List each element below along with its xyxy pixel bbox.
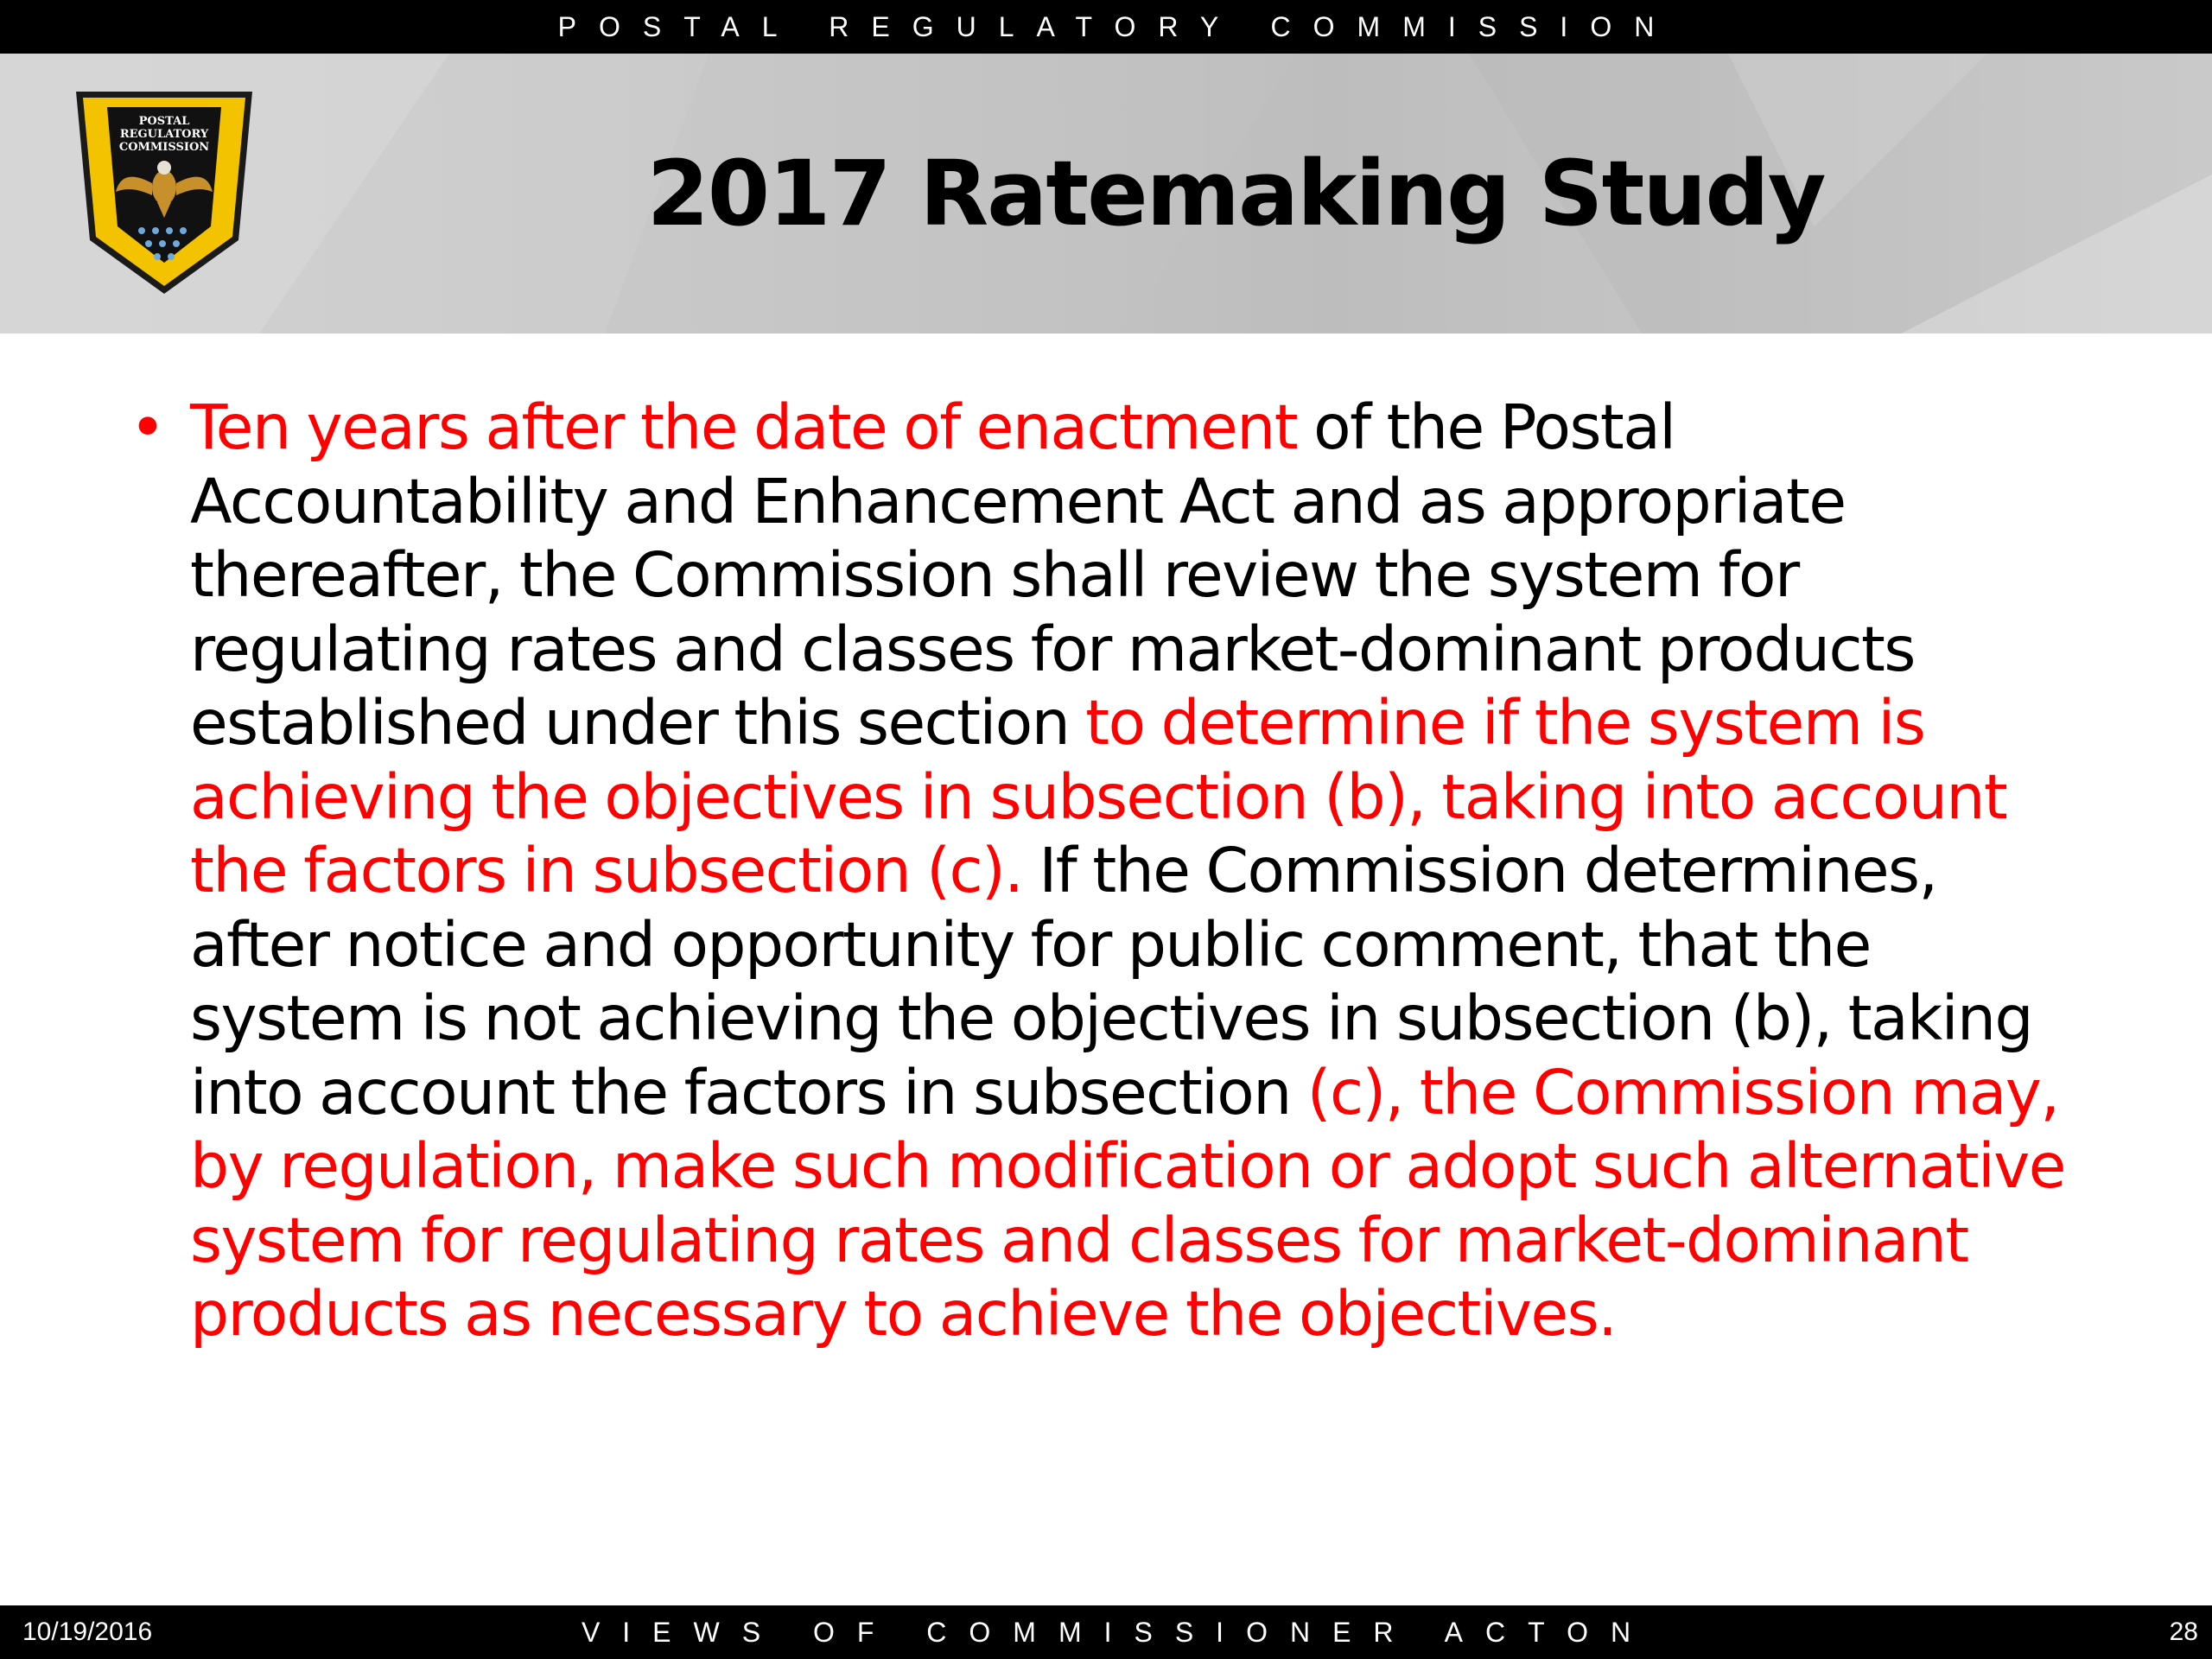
footer-presenter: VIEWS OF COMMISSIONER ACTON	[581, 1616, 1654, 1648]
footer-bar	[0, 1605, 2212, 1659]
bullet-dot-icon: •	[130, 391, 165, 463]
bullet-segment-1: Ten years after the date of enactment	[190, 391, 1298, 463]
slide-content	[130, 391, 2082, 1351]
logo-text-line-3: COMMISSION	[118, 141, 210, 154]
bullet-segment-3: to determine if the system is achieving the objectives in subsection (b), taking into account the factors in subsection (c).	[190, 687, 2007, 906]
logo-text-line-1: POSTAL	[138, 115, 190, 128]
bullet-segment-5: (c), the Commission may, by regulation, make such modification or adopt such alternative system for regulating rates and classes for market-dominant products as necessary to achieve the objectives.	[190, 1056, 2065, 1350]
footer-date: 10/19/2016	[22, 1618, 153, 1646]
page-number: 28	[2169, 1618, 2198, 1646]
bullet-segment-2: of the Postal Accountability and Enhancement Act and as appropriate thereafter, the Commission shall review the system for regulating rates and classes for market-dominant products established under this section	[190, 391, 1915, 759]
slide-title: 2017 Ratemaking Study	[646, 141, 1825, 246]
org-banner: POSTAL REGULATORY COMMISSION	[0, 0, 2212, 54]
bullet-item	[130, 391, 2082, 1351]
bullet-segment-4: If the Commission determines, after notice and opportunity for public comment, that the system is not achieving the objectives in subsection (b), taking into account the factors in subsection	[190, 835, 2033, 1128]
logo-text-line-2: REGULATORY	[119, 128, 209, 141]
